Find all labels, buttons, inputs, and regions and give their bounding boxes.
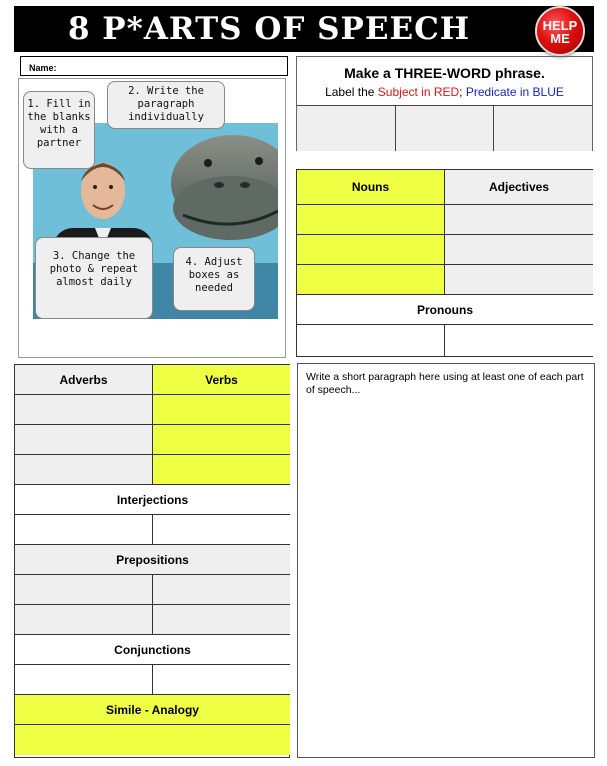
adverbs-verbs-table [14,364,290,758]
adjective-cell[interactable] [445,205,593,235]
phrase-word-cell-3[interactable] [494,106,592,151]
preposition-cell[interactable] [15,605,153,635]
phrase-instructions: Label the Subject in RED; Predicate in BLUE [325,85,564,99]
pronoun-cell[interactable] [297,325,445,356]
conjunction-cell[interactable] [15,665,153,695]
three-word-phrase-card [296,56,593,151]
nouns-adjectives-table [296,169,593,357]
instruction-bubble-3: 3. Change the photo & repeat almost daily [35,237,153,319]
interjections-header: Interjections [15,485,290,515]
pronouns-header: Pronouns [297,295,593,325]
name-label: Name: [29,63,57,73]
subject-label: Subject in RED [377,85,460,99]
adverb-cell[interactable] [15,395,153,425]
verb-cell[interactable] [153,455,290,485]
header-bar [14,6,594,52]
nouns-header: Nouns [297,170,445,205]
me-label: ME [550,31,570,46]
paragraph-prompt: Write a short paragraph here using at least one of each part of speech... [306,371,584,396]
help-label: HELP [542,18,578,33]
noun-cell[interactable] [297,205,445,235]
noun-cell[interactable] [297,265,445,295]
photo-card [18,78,286,358]
verb-cell[interactable] [153,395,290,425]
preposition-cell[interactable] [153,605,290,635]
phrase-title: Make a THREE-WORD phrase. [344,65,545,81]
phrase-word-cell-2[interactable] [396,106,495,151]
adverb-cell[interactable] [15,425,153,455]
phrase-word-cell-1[interactable] [297,106,396,151]
simile-analogy-header: Simile - Analogy [15,695,290,725]
preposition-cell[interactable] [15,575,153,605]
verbs-header: Verbs [153,365,290,395]
adverbs-header: Adverbs [15,365,153,395]
adverb-cell[interactable] [15,455,153,485]
help-me-button[interactable] [535,6,585,56]
adjective-cell[interactable] [445,235,593,265]
preposition-cell[interactable] [153,575,290,605]
adjectives-header: Adjectives [445,170,593,205]
prepositions-header: Prepositions [15,545,290,575]
interjection-cell[interactable] [15,515,153,545]
phrase-word-cells [297,105,592,151]
conjunction-cell[interactable] [153,665,290,695]
instruction-bubble-4: 4. Adjust boxes as needed [173,247,255,311]
conjunctions-header: Conjunctions [15,635,290,665]
name-field[interactable] [20,56,288,76]
interjection-cell[interactable] [153,515,290,545]
verb-cell[interactable] [153,425,290,455]
predicate-label: Predicate in BLUE [465,85,564,99]
paragraph-textbox[interactable] [297,363,595,758]
instruction-bubble-2: 2. Write the paragraph individually [107,81,225,129]
noun-cell[interactable] [297,235,445,265]
pronoun-cell[interactable] [445,325,593,356]
adjective-cell[interactable] [445,265,593,295]
simile-analogy-cell[interactable] [15,725,290,755]
page-title: 8 P*ARTS OF SPEECH [67,11,471,47]
instruction-bubble-1: 1. Fill in the blanks with a partner [23,91,95,169]
